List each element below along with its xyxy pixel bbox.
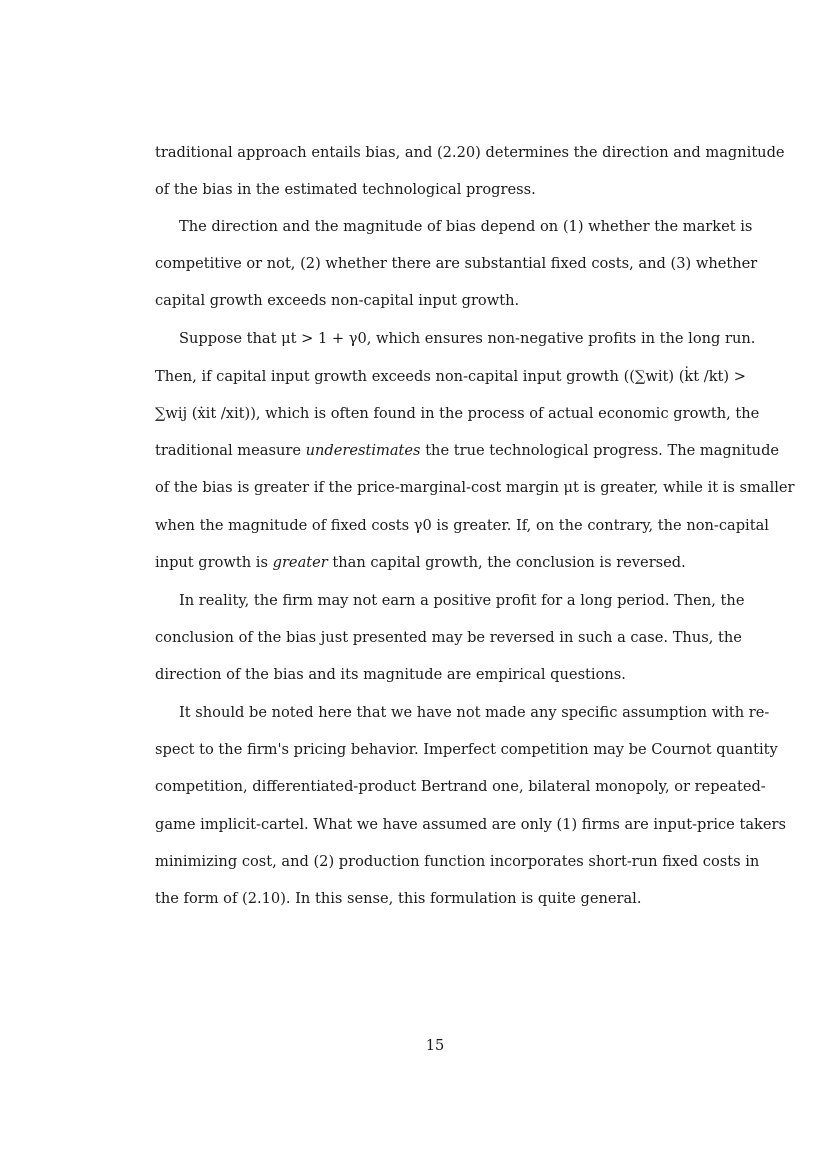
text-line: capital growth exceeds non-capital input growth. <box>155 292 520 309</box>
text-line: In reality, the firm may not earn a positive profit for a long period. Then, the <box>179 592 745 609</box>
text-run: the true technological progress. The magnitude <box>425 442 780 459</box>
text-line-mixed <box>155 442 780 460</box>
text-line: game implicit-cartel. What we have assumed are only (1) firms are input-price takers <box>155 816 786 833</box>
text-run: than capital growth, the conclusion is reversed. <box>332 554 686 571</box>
text-line-mixed <box>155 554 686 572</box>
text-line: The direction and the magnitude of bias depend on (1) whether the market is <box>179 218 753 235</box>
text-line: minimizing cost, and (2) production function incorporates short-run fixed costs in <box>155 853 760 870</box>
text-line: of the bias is greater if the price-marginal-cost margin μt is greater, while it is smaller <box>155 479 795 496</box>
text-line: It should be noted here that we have not made any specific assumption with re- <box>179 704 770 721</box>
text-run: traditional measure <box>155 442 301 459</box>
emphasis-text: greater <box>272 554 328 571</box>
text-line: Then, if capital input growth exceeds non-capital input growth ((∑wit) (k̇t /kt) > <box>155 368 746 385</box>
text-line: Suppose that μt > 1 + γ0, which ensures non-negative profits in the long run. <box>179 330 756 347</box>
text-line: when the magnitude of fixed costs γ0 is greater. If, on the contrary, the non-capital <box>155 517 769 534</box>
page-number: 15 <box>425 1037 445 1054</box>
text-line: spect to the firm's pricing behavior. Imperfect competition may be Cournot quantity <box>155 741 778 758</box>
text-line: competitive or not, (2) whether there are substantial fixed costs, and (3) whether <box>155 255 758 272</box>
text-line: of the bias in the estimated technological progress. <box>155 181 536 198</box>
text-line: traditional approach entails bias, and (2.20) determines the direction and magnitude <box>155 144 785 161</box>
text-line: competition, differentiated-product Bertrand one, bilateral monopoly, or repeated- <box>155 778 766 795</box>
text-line: the form of (2.10). In this sense, this formulation is quite general. <box>155 890 642 907</box>
text-line: conclusion of the bias just presented may be reversed in such a case. Thus, the <box>155 629 742 646</box>
text-line: ∑wij (ẋit /xit)), which is often found in the process of actual economic growth, the <box>155 405 760 422</box>
text-line: direction of the bias and its magnitude are empirical questions. <box>155 666 626 683</box>
emphasis-text: underestimates <box>305 442 421 459</box>
text-run: input growth is <box>155 554 268 571</box>
